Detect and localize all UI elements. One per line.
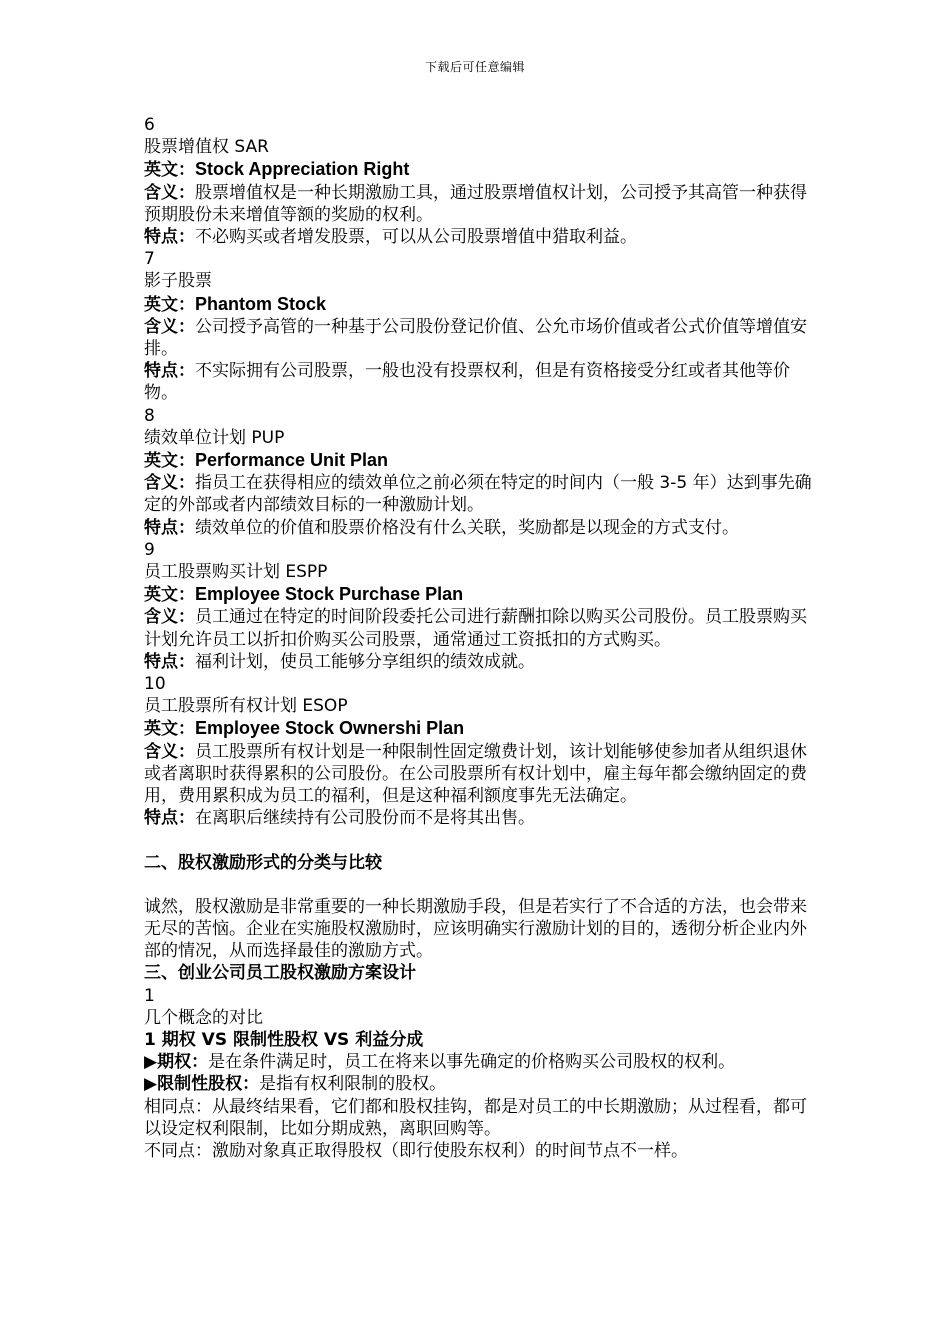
feature-text: 不必购买或者增发股票，可以从公司股票增值中猎取利益。 (195, 227, 637, 248)
option-label: ▶期权： (144, 1052, 209, 1073)
item-title: 影子股票 (144, 271, 212, 292)
item-number: 9 (144, 539, 155, 560)
item-feature (144, 807, 816, 829)
similarity-paragraph: 相同点：从最终结果看，它们都和股权挂钩，都是对员工的中长期激励；从过程看，都可以设定权利限制，比如分期成熟，离职回购等。 (144, 1096, 807, 1139)
option-text: 是在条件满足时，员工在将来以事先确定的价格购买公司股权的权利。 (208, 1052, 736, 1073)
restricted-text: 是指有权利限制的股权。 (259, 1074, 447, 1095)
english-label: 英文： (144, 585, 195, 606)
section-paragraph: 诚然，股权激励是非常重要的一种长期激励手段，但是若实行了不合适的方法，也会带来无尽的苦恼。企业在实施股权激励时，应该明确实行激励计划的目的，透彻分析企业内外部的情况，从而选择最佳的激励方式。 (144, 896, 807, 962)
english-label: 英文： (144, 294, 195, 315)
item-title: 员工股票购买计划 ESPP (144, 562, 328, 583)
item-feature (144, 360, 816, 404)
section-heading: 三、创业公司员工股权激励方案设计 (144, 963, 416, 984)
meaning-label: 含义： (144, 316, 195, 337)
item-title: 员工股票所有权计划 ESOP (144, 696, 348, 717)
meaning-text: 员工股票所有权计划是一种限制性固定缴费计划，该计划能够使参加者从组织退休或者离职时获得累积的公司股份。在公司股票所有权计划中，雇主每年都会缴纳固定的费用，费用累积成为员工的福利，但是这种福利额度事先无法确定。 (144, 741, 807, 807)
english-value: Employee Stock Ownershi Plan (195, 718, 465, 739)
compare-title: 1 期权 VS 限制性股权 VS 利益分成 (144, 1029, 424, 1050)
feature-label: 特点： (144, 517, 195, 538)
item-feature (144, 651, 816, 673)
meaning-label: 含义： (144, 607, 195, 628)
spacer (144, 874, 816, 896)
english-value: Stock Appreciation Right (195, 159, 410, 180)
feature-label: 特点： (144, 651, 195, 672)
feature-text: 绩效单位的价值和股票价格没有什么关联，奖励都是以现金的方式支付。 (195, 517, 739, 538)
item-number: 7 (144, 249, 155, 270)
item-english (144, 449, 816, 472)
item-meaning (144, 741, 816, 808)
option-definition (144, 1051, 816, 1073)
item-english (144, 158, 816, 181)
item-meaning (144, 472, 816, 516)
meaning-label: 含义： (144, 741, 195, 762)
item-meaning (144, 606, 816, 650)
item-english (144, 717, 816, 740)
item-number: 1 (144, 985, 155, 1006)
spacer (144, 830, 816, 852)
document-body (144, 114, 816, 1162)
item-number: 6 (144, 115, 155, 135)
meaning-label: 含义： (144, 182, 195, 203)
item-number: 8 (144, 405, 155, 426)
english-value: Employee Stock Purchase Plan (195, 584, 464, 605)
meaning-text: 员工通过在特定的时间阶段委托公司进行薪酬扣除以购买公司股份。员工股票购买计划允许员工以折扣价购买公司股票，通常通过工资抵扣的方式购买。 (144, 607, 807, 650)
feature-text: 在离职后继续持有公司股份而不是将其出售。 (195, 808, 535, 829)
feature-label: 特点： (144, 227, 195, 248)
meaning-text: 股票增值权是一种长期激励工具，通过股票增值权计划，公司授予其高管一种获得预期股份未来增值等额的奖励的权利。 (144, 182, 807, 225)
difference-paragraph: 不同点：激励对象真正取得股权（即行使股东权利）的时间节点不一样。 (144, 1140, 688, 1161)
english-value: Performance Unit Plan (195, 450, 389, 471)
item-title: 股票增值权 SAR (144, 137, 269, 158)
item-meaning (144, 316, 816, 360)
section-heading: 二、股权激励形式的分类与比较 (144, 852, 382, 873)
restricted-label: ▶限制性股权： (144, 1074, 260, 1095)
item-feature (144, 517, 816, 539)
subsection-title: 几个概念的对比 (144, 1007, 263, 1028)
feature-text: 福利计划，使员工能够分享组织的绩效成就。 (195, 651, 535, 672)
item-number: 10 (144, 674, 166, 695)
english-label: 英文： (144, 719, 195, 740)
feature-label: 特点： (144, 808, 195, 829)
page-header: 下载后可任意编辑 (424, 60, 525, 74)
item-title: 绩效单位计划 PUP (144, 427, 285, 448)
english-value: Phantom Stock (195, 293, 327, 314)
item-meaning (144, 182, 816, 226)
english-label: 英文： (144, 451, 195, 472)
feature-label: 特点： (144, 361, 195, 382)
item-feature (144, 226, 816, 248)
feature-text: 不实际拥有公司股票，一般也没有投票权利，但是有资格接受分红或者其他等价物。 (144, 361, 790, 404)
english-label: 英文： (144, 160, 195, 181)
meaning-label: 含义： (144, 473, 195, 494)
restricted-definition (144, 1073, 816, 1095)
meaning-text: 指员工在获得相应的绩效单位之前必须在特定的时间内（一般 3-5 年）达到事先确定的外部或者内部绩效目标的一种激励计划。 (144, 473, 812, 516)
item-english (144, 293, 816, 316)
item-english (144, 583, 816, 606)
meaning-text: 公司授予高管的一种基于公司股份登记价值、公允市场价值或者公式价值等增值安排。 (144, 316, 807, 360)
